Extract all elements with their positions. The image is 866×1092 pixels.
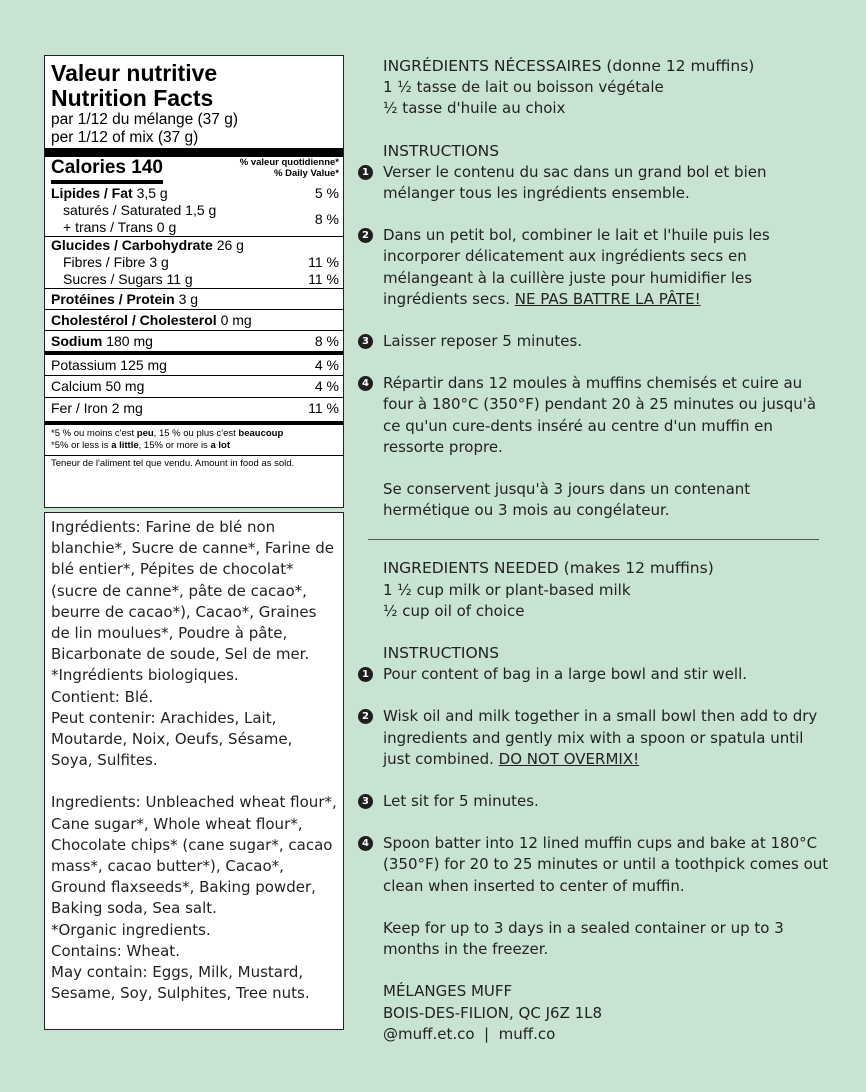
- fr-step-4-text: Répartir dans 12 moules à muffins chemisés et cuire au four à: [383, 374, 803, 414]
- fr-step-2-warning: NE PAS BATTRE LA PÂTE!: [514, 289, 701, 308]
- potassium-pct: 4 %: [314, 357, 339, 373]
- fr-ingredient-item: 1 ½ tasse de lait ou boisson végétale: [383, 78, 664, 97]
- sodium-label: Sodium: [51, 333, 103, 349]
- step-number-icon: 2: [358, 709, 373, 724]
- footnote-en: [51, 440, 339, 452]
- fibre-row: [51, 254, 339, 271]
- spacer: [358, 685, 833, 706]
- calcium-row: [51, 376, 339, 397]
- contains-fr-text: Blé.: [119, 687, 154, 706]
- carb-label: Glucides / Carbohydrate: [51, 237, 213, 253]
- en-step-4-text-end: or until a toothpick comes out clean when inserted to center of muffin.: [383, 855, 829, 895]
- ingredients-en: [51, 792, 337, 919]
- company-address: BOIS-DES-FILION, QC J6Z 1L8: [383, 1003, 603, 1022]
- saturated-trans-row: [51, 202, 339, 236]
- step-number-icon: 4: [358, 836, 373, 851]
- protein-label: Protéines / Protein: [51, 291, 175, 307]
- may-contain-fr-label: Peut contenir:: [51, 708, 156, 727]
- en-step-4-text: Spoon batter into 12 lined muffin cups and bake at: [383, 834, 771, 853]
- en-step-1: [358, 664, 833, 685]
- footnote-fr: [51, 428, 339, 440]
- en-instructions-heading: INSTRUCTIONS: [383, 644, 500, 663]
- carb-value: 26 g: [216, 237, 244, 253]
- en-step-1-text: Pour content of bag in a large bowl and stir well.: [383, 665, 748, 684]
- calcium-pct: 4 %: [314, 378, 339, 394]
- spacer: [358, 960, 833, 981]
- step-number-icon: 3: [358, 334, 373, 349]
- company-contact: @muff.et.co | muff.co: [383, 1024, 556, 1043]
- step-number-icon: 1: [358, 667, 373, 682]
- footnote-fr-beaucoup: beaucoup: [238, 428, 284, 439]
- carb-row: [51, 237, 339, 254]
- calories-row: [51, 157, 339, 180]
- calcium-label: Calcium 50 mg: [51, 378, 145, 394]
- iron-pct: 11 %: [308, 400, 339, 416]
- sodium-value: 180 mg: [106, 333, 153, 349]
- serving-size-fr: par 1/12 du mélange (37 g): [51, 111, 238, 128]
- fr-ingredient-item: ½ tasse d'huile au choix: [383, 99, 566, 118]
- fr-step-1-text: Verser le contenu du sac dans un grand bol et bien mélanger tous les ingrédients ensemble.: [383, 162, 767, 203]
- footnote-fr-peu: peu: [136, 428, 154, 439]
- calories-label: Calories 140: [51, 157, 163, 178]
- instructions-column: [358, 56, 833, 1045]
- step-number-icon: 1: [358, 165, 373, 180]
- sodium-row: [51, 331, 339, 351]
- organic-note-fr: *Ingrédients biologiques.: [51, 666, 239, 685]
- spacer: [358, 622, 833, 643]
- spacer: [358, 897, 833, 918]
- sugars-row: [51, 271, 339, 288]
- fr-instructions-heading: INSTRUCTIONS: [383, 141, 500, 160]
- footnote-en-lot: a lot: [210, 440, 230, 451]
- thick-divider: [45, 421, 343, 425]
- ingredients-en-label: Ingredients:: [51, 793, 141, 812]
- calories-bar: [51, 180, 163, 184]
- iron-row: [51, 398, 339, 419]
- serving-size-en: per 1/12 of mix (37 g): [51, 129, 199, 146]
- fr-step-3: [358, 331, 833, 352]
- fr-ingredients-heading: INGRÉDIENTS NÉCESSAIRES (donne 12 muffins): [383, 57, 755, 75]
- daily-value-header: [240, 157, 339, 179]
- fat-row: [51, 185, 339, 202]
- potassium-row: [51, 355, 339, 375]
- iron-label: Fer / Iron 2 mg: [51, 400, 143, 416]
- footnote-en-little: a little: [111, 440, 139, 451]
- en-step-3: [358, 791, 833, 812]
- ingredients-fr-text: Farine de blé non blanchie*, Sucre de canne*, Farine de blé entier*, Pépites de chocolat* (sucre de canne*, pâte de cacao*, beurre de cacao*), Cacao*, Graines de lin moulues*, Poudre à pâte, Bicarbonate de soude, Sel de mer.: [51, 518, 334, 664]
- footnote-fr-text-2: , 15 % ou plus c'est: [153, 428, 239, 439]
- sat-trans-pct: 8 %: [314, 211, 339, 227]
- contains-fr-label: Contient:: [51, 687, 120, 706]
- contains-en-text: Wheat.: [121, 941, 180, 960]
- company-name: MÉLANGES MUFF: [383, 982, 513, 1001]
- en-storage: Keep for up to 3 days in a sealed container or up to 3 months in the freezer.: [383, 918, 784, 959]
- en-step-4-temp: 180°C (350°F) for 20 to 25 minutes: [383, 834, 818, 874]
- nutrition-title-fr: Valeur nutritive: [51, 60, 218, 86]
- spacer: [358, 352, 833, 373]
- fat-pct: 5 %: [314, 185, 339, 201]
- fr-step-4-temp: 180°C (350°F) pendant 20 à 25 minutes: [431, 395, 734, 414]
- dv-header-en: % Daily Value*: [274, 168, 339, 179]
- contains-en: [51, 941, 337, 962]
- fr-step-2: [358, 225, 833, 310]
- thick-divider: [45, 148, 343, 157]
- en-step-4: [358, 833, 833, 897]
- fr-step-1: [358, 162, 833, 204]
- spacer: [51, 771, 337, 792]
- spacer: [358, 204, 833, 225]
- step-number-icon: 3: [358, 794, 373, 809]
- fat-value: 3,5 g: [136, 185, 168, 201]
- dv-header-fr: % valeur quotidienne*: [239, 157, 339, 168]
- chol-value: 0 mg: [220, 312, 252, 328]
- footnote-fr-text: *5 % ou moins c'est: [51, 428, 137, 439]
- en-ingredient-item: ½ cup oil of choice: [383, 601, 525, 620]
- chol-label: Cholestérol / Cholesterol: [51, 312, 217, 328]
- spacer: [358, 120, 833, 141]
- saturated-fat: saturés / Saturated 1,5 g: [63, 202, 217, 218]
- en-step-3-text: Let sit for 5 minutes.: [383, 792, 539, 811]
- en-ingredients-heading: INGREDIENTS NEEDED (makes 12 muffins): [383, 559, 714, 578]
- footnote-en-text: *5% or less is: [51, 440, 112, 451]
- fr-step-4-text-end: ou jusqu'à ce qu'un cure-dents inséré au centre d'un muffin en ressorte propre.: [383, 395, 817, 456]
- cholesterol-row: [51, 310, 339, 330]
- footnote-en-text-2: , 15% or more is: [138, 440, 211, 451]
- step-number-icon: 2: [358, 228, 373, 243]
- ingredients-panel: [44, 512, 344, 1030]
- language-separator: [368, 539, 819, 540]
- contains-en-label: Contains:: [51, 941, 122, 960]
- may-contain-en-text: Eggs, Milk, Mustard, Sesame, Soy, Sulphites, Tree nuts.: [51, 963, 310, 1003]
- fr-step-2-text: Dans un petit bol, combiner le lait et l'huile puis les incorporer délicatement aux ingrédients secs en mélangeant à la cuillère juste pour humidifier les ingrédients secs.: [383, 226, 770, 308]
- spacer: [358, 310, 833, 331]
- fat-label: Lipides / Fat: [51, 185, 133, 201]
- may-contain-en-label: May contain:: [51, 963, 148, 982]
- spacer: [358, 770, 833, 791]
- footnote-as-sold: Teneur de l'aliment tel que vendu. Amount in food as sold.: [51, 458, 295, 469]
- divider: [45, 455, 343, 456]
- fr-storage: Se conservent jusqu'à 3 jours dans un contenant hermétique ou 3 mois au congélateur.: [383, 480, 751, 520]
- fr-step-4: [358, 373, 833, 458]
- contains-fr: [51, 687, 337, 708]
- organic-note-en: *Organic ingredients.: [51, 920, 211, 939]
- en-ingredient-item: 1 ½ cup milk or plant-based milk: [383, 580, 631, 599]
- spacer: [358, 458, 833, 479]
- sugars-pct: 11 %: [308, 271, 339, 287]
- may-contain-fr: [51, 708, 337, 772]
- potassium-label: Potassium 125 mg: [51, 357, 167, 373]
- may-contain-en: [51, 962, 337, 1004]
- ingredients-fr-label: Ingrédients:: [51, 518, 141, 536]
- en-step-2: [358, 706, 833, 770]
- fibre-pct: 11 %: [308, 254, 339, 270]
- step-number-icon: 4: [358, 376, 373, 391]
- sodium-pct: 8 %: [314, 333, 339, 349]
- may-contain-fr-text: Arachides, Lait, Moutarde, Noix, Oeufs, Sésame, Soya, Sulfites.: [51, 708, 293, 770]
- fr-step-3-text: Laisser reposer 5 minutes.: [383, 332, 583, 351]
- spacer: [358, 812, 833, 833]
- trans-fat: + trans / Trans 0 g: [63, 219, 177, 235]
- sugars-label: Sucres / Sugars 11 g: [63, 271, 193, 287]
- fibre-label: Fibres / Fibre 3 g: [63, 254, 169, 270]
- protein-value: 3 g: [178, 291, 199, 307]
- ingredients-fr: [51, 517, 337, 665]
- en-step-2-text: Wisk oil and milk together in a small bowl then add to dry ingredients and gently mix with a spoon or spatula until just combined.: [383, 707, 818, 768]
- ingredients-en-text: Unbleached wheat flour*, Cane sugar*, Whole wheat flour*, Chocolate chips* (cane sugar*, cacao mass*, cacao butter*), Cacao*, Ground flaxseeds*, Baking powder, Baking soda, Sea salt.: [51, 793, 337, 918]
- nutrition-facts-panel: [44, 55, 344, 508]
- nutrition-title-en: Nutrition Facts: [51, 85, 214, 111]
- protein-row: [51, 289, 339, 309]
- en-step-2-warning: DO NOT OVERMIX!: [498, 749, 640, 768]
